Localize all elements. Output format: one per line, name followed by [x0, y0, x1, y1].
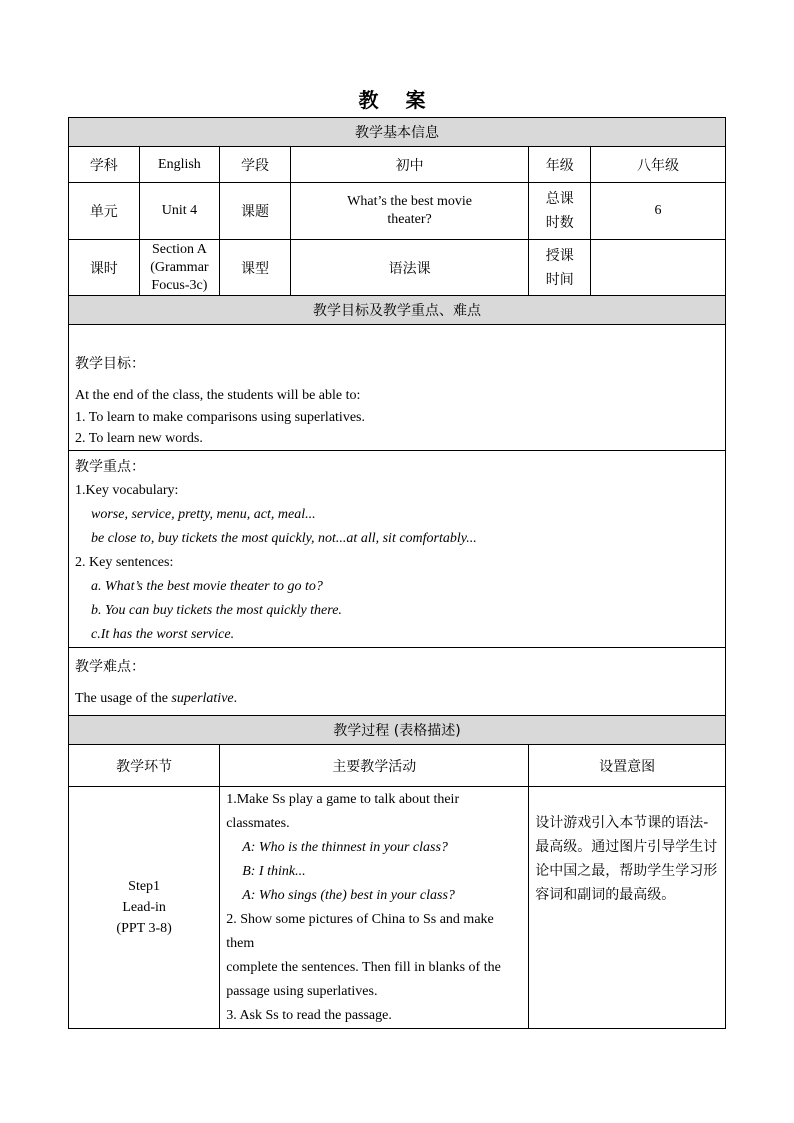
vocab-line: be close to, buy tickets the most quickly, not...at all, sit comfortably... — [91, 531, 477, 546]
subject-value: English — [139, 147, 220, 183]
goals-intro: At the end of the class, the students will be able to: — [75, 388, 361, 403]
activity-line: B: I think... — [242, 864, 306, 879]
key-sentence: c.It has the worst service. — [91, 627, 235, 642]
difficulty-label: 教学难点： — [75, 659, 145, 675]
teach-time-label: 授课 时间 — [529, 240, 591, 296]
goals-header: 教学目标及教学重点、难点 — [69, 296, 726, 325]
topic-value: What’s the best movie theater? — [290, 183, 528, 240]
total-periods-label: 总课 时数 — [529, 183, 591, 240]
process-header: 教学过程 (表格描述) — [69, 716, 726, 745]
activity-line: 2. Show some pictures of China to Ss and make them — [226, 912, 494, 951]
step-name: Step1 Lead-in (PPT 3-8) — [69, 787, 220, 1029]
activity-line: passage using superlatives. — [226, 984, 378, 999]
period-label: 课时 — [69, 240, 140, 296]
goal-item: 2. To learn new words. — [75, 431, 203, 446]
grade-label: 年级 — [529, 147, 591, 183]
difficulty-text: The usage of the superlative. — [75, 691, 238, 706]
unit-value: Unit 4 — [139, 183, 220, 240]
stage-value: 初中 — [290, 147, 528, 183]
unit-label: 单元 — [69, 183, 140, 240]
goals-label: 教学目标： — [75, 356, 145, 372]
grade-value: 八年级 — [591, 147, 726, 183]
key-points-cell — [69, 451, 726, 648]
total-periods-value: 6 — [591, 183, 726, 240]
col-step: 教学环节 — [69, 745, 220, 787]
type-label: 课型 — [220, 240, 291, 296]
basic-info-header: 教学基本信息 — [69, 118, 726, 147]
col-activities: 主要教学活动 — [220, 745, 529, 787]
type-value: 语法课 — [290, 240, 528, 296]
difficulty-cell — [69, 648, 726, 716]
key-sentence: a. What’s the best movie theater to go to? — [91, 579, 323, 594]
step-activities — [220, 787, 529, 1029]
activity-line: 1.Make Ss play a game to talk about their classmates. — [226, 792, 460, 831]
period-value: Section A (Grammar Focus-3c) — [139, 240, 220, 296]
goal-item: 1. To learn to make comparisons using superlatives. — [75, 409, 365, 425]
step-intent: 设计游戏引入本节课的语法-最高级。通过图片引导学生讨论中国之最，帮助学生学习形容词和副词的最高级。 — [529, 787, 726, 1029]
activity-line: complete the sentences. Then fill in blanks of the — [226, 960, 501, 975]
activity-line: A: Who sings (the) best in your class? — [242, 888, 455, 903]
topic-label: 课题 — [220, 183, 291, 240]
key-sentence: b. You can buy tickets the most quickly there. — [91, 603, 342, 618]
activity-line: 3. Ask Ss to read the passage. — [226, 1008, 392, 1023]
col-intent: 设置意图 — [529, 745, 726, 787]
teach-time-value — [591, 240, 726, 296]
key-points-label: 教学重点： — [75, 459, 145, 475]
vocab-title: 1.Key vocabulary: — [75, 483, 179, 498]
lesson-plan-table — [68, 117, 726, 1029]
sentences-title: 2. Key sentences: — [75, 555, 174, 570]
subject-label: 学科 — [69, 147, 140, 183]
page-title: 教 案 — [358, 88, 436, 112]
goals-cell — [69, 325, 726, 451]
activity-line: A: Who is the thinnest in your class? — [242, 840, 448, 855]
stage-label: 学段 — [220, 147, 291, 183]
vocab-line: worse, service, pretty, menu, act, meal... — [91, 507, 316, 522]
